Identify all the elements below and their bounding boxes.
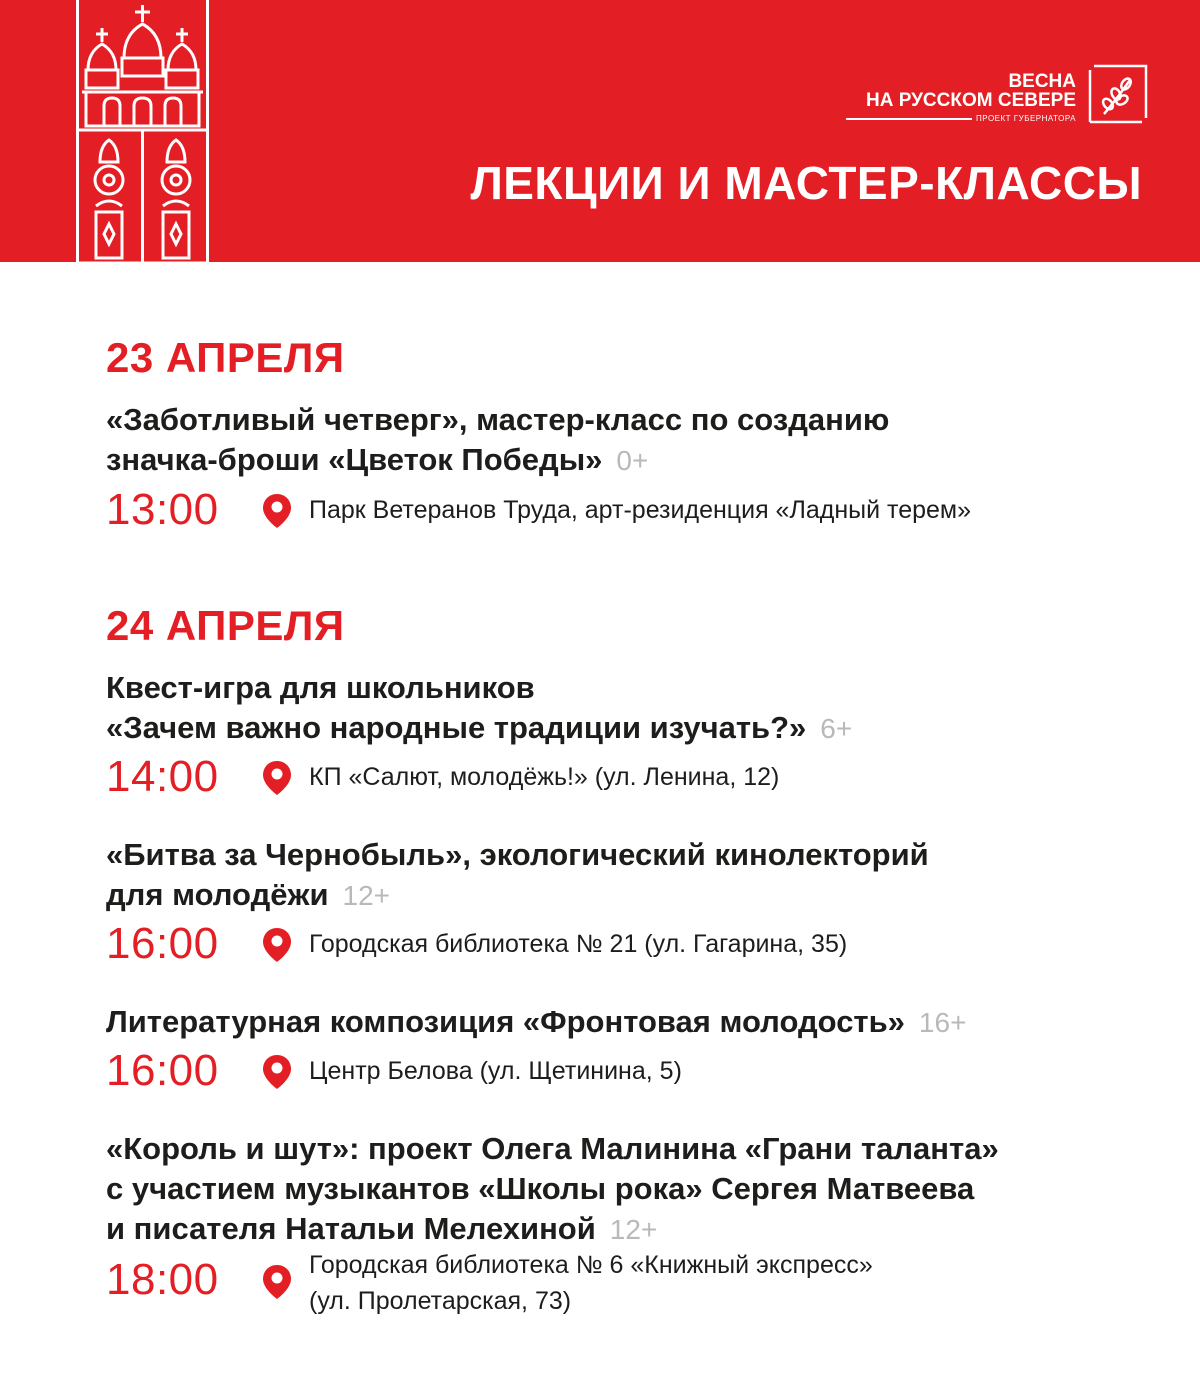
event-title xyxy=(106,1002,1126,1043)
event-place-line: Центр Белова (ул. Щетинина, 5) xyxy=(309,1057,682,1085)
event-title xyxy=(106,835,1126,916)
logo-text xyxy=(866,72,1076,110)
location-pin-icon xyxy=(262,927,292,963)
event-place xyxy=(309,1247,873,1319)
event-title-line: «Зачем важно народные традиции изучать?» xyxy=(106,710,807,745)
logo-divider xyxy=(846,118,972,120)
age-rating: 12+ xyxy=(342,880,391,911)
logo-subtitle: ПРОЕКТ ГУБЕРНАТОРА xyxy=(976,114,1076,123)
logo-line-1: ВЕСНА xyxy=(1008,71,1076,92)
spring-logo xyxy=(842,58,1152,130)
event-title-line: Квест-игра для школьников xyxy=(106,670,535,705)
event-title-line: с участием музыкантов «Школы рока» Сергея Матвеева xyxy=(106,1171,975,1206)
location-pin-icon xyxy=(262,1054,292,1090)
event-title xyxy=(106,400,1126,481)
event-time: 16:00 xyxy=(106,1046,219,1095)
event-place xyxy=(309,492,971,528)
event-place-line: Парк Ветеранов Труда, арт-резиденция «Ладный терем» xyxy=(309,496,972,524)
event-title-line: «Заботливый четверг», мастер-класс по созданию xyxy=(106,402,890,437)
event-place-line: Городская библиотека № 6 «Книжный экспресс» xyxy=(309,1251,873,1279)
event-time: 14:00 xyxy=(106,752,219,801)
day-heading: 23 АПРЕЛЯ xyxy=(106,334,345,381)
logo-line-2: НА РУССКОМ СЕВЕРЕ xyxy=(865,90,1076,111)
event-title xyxy=(106,668,1126,749)
page-title: ЛЕКЦИИ И МАСТЕР-КЛАССЫ xyxy=(470,157,1142,209)
event-title-line: «Король и шут»: проект Олега Малинина «Грани таланта» xyxy=(106,1131,999,1166)
age-rating: 6+ xyxy=(820,713,853,744)
event-time: 16:00 xyxy=(106,919,219,968)
event-title xyxy=(106,1129,1126,1250)
event-place-line: КП «Салют, молодёжь!» (ул. Ленина, 12) xyxy=(309,763,780,791)
event-place xyxy=(309,759,779,795)
event-title-line: «Битва за Чернобыль», экологический кинолекторий xyxy=(106,837,929,872)
willow-branch-icon xyxy=(1086,60,1152,126)
header-banner xyxy=(0,0,1200,262)
church-icon xyxy=(76,0,209,262)
location-pin-icon xyxy=(262,760,292,796)
event-place xyxy=(309,1053,682,1089)
location-pin-icon xyxy=(262,493,292,529)
age-rating: 12+ xyxy=(609,1214,658,1245)
event-title-line: Литературная композиция «Фронтовая молодость» xyxy=(106,1004,905,1039)
location-pin-icon xyxy=(262,1264,292,1300)
age-rating: 16+ xyxy=(918,1007,967,1038)
event-place-line: Городская библиотека № 21 (ул. Гагарина, 35) xyxy=(309,930,848,958)
event-time: 18:00 xyxy=(106,1255,219,1304)
event-time: 13:00 xyxy=(106,485,219,534)
event-title-line: значка-броши «Цветок Победы» xyxy=(106,442,603,477)
event-place xyxy=(309,926,847,962)
event-title-line: и писателя Натальи Мелехиной xyxy=(106,1211,596,1246)
event-title-line: для молодёжи xyxy=(106,877,329,912)
age-rating: 0+ xyxy=(616,445,649,476)
day-heading: 24 АПРЕЛЯ xyxy=(106,602,345,649)
event-place-line: (ул. Пролетарская, 73) xyxy=(309,1287,572,1315)
